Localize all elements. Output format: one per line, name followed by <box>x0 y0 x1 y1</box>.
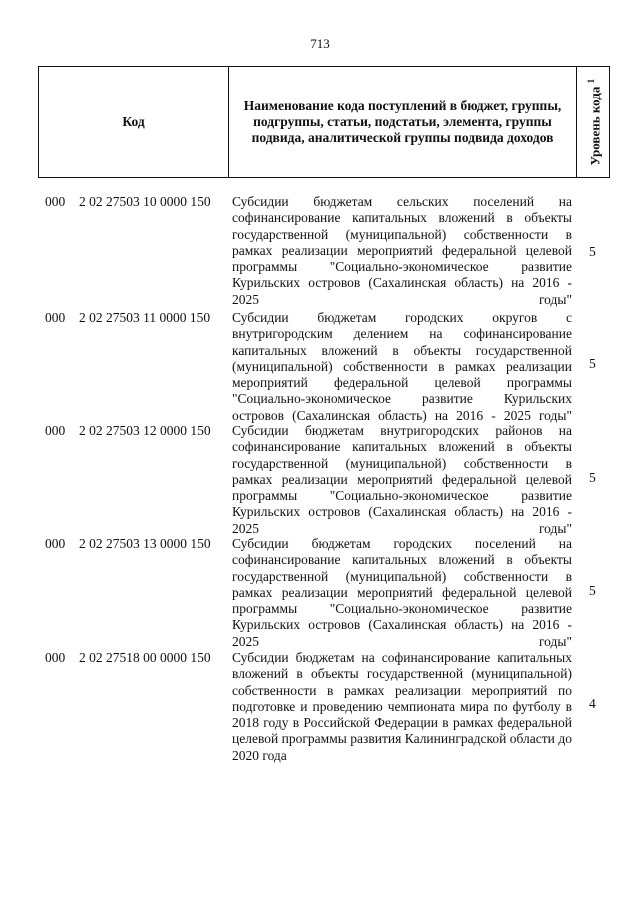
header-level <box>577 67 609 177</box>
row-description: Субсидии бюджетам городских поселений на софинансирование капитальных вложений в объекты государственной (муниципальной) собственности в рамках реализации мероприятий федеральной целевой программы "Социально-экономическое развитие Курильских островов (Сахалинская область) на 2016 - 2025 годы" <box>232 536 572 649</box>
row-description: Субсидии бюджетам городских округов с внутригородским делением на софинансирование капитальных вложений в объекты государственной (муниципальной) собственности в рамках реализации мероприятий федеральной целевой программы "Социально-экономическое развитие Курильских островов (Сахалинская область) на 2016 - 2025 годы" <box>232 310 572 423</box>
row-budget-code: 2 02 27503 10 0000 150 <box>79 194 211 209</box>
row-level: 4 <box>589 696 596 711</box>
row-description: Субсидии бюджетам на софинансирование капитальных вложений в объекты государственной (муниципальной) собственности в рамках реализации мероприятий по подготовке и проведению чемпионата мира по футболу в 2018 году в Российской Федерации в рамках федеральной целевой программы развития Калининградской области до 2020 года <box>232 650 572 763</box>
row-budget-code: 2 02 27518 00 0000 150 <box>79 650 211 665</box>
row-admin-code: 000 <box>45 310 66 325</box>
row-admin-code: 000 <box>45 536 66 551</box>
header-name: Наименование кода поступлений в бюджет, группы, подгруппы, статьи, подстатьи, элемента, группы подвида, аналитической группы подвида доходов <box>229 67 577 177</box>
page-number: 713 <box>310 36 330 51</box>
header-level-label <box>583 79 603 166</box>
row-budget-code: 2 02 27503 11 0000 150 <box>79 310 211 325</box>
row-admin-code: 000 <box>45 423 66 438</box>
header-level-footnote: 1 <box>585 78 596 84</box>
row-description: Субсидии бюджетам внутригородских районов на софинансирование капитальных вложений в объекты государственной (муниципальной) собственности в рамках реализации мероприятий федеральной целевой программы "Социально-экономическое развитие Курильских островов (Сахалинская область) на 2016 - 2025 годы" <box>232 423 572 536</box>
row-admin-code: 000 <box>45 194 66 209</box>
row-level: 5 <box>589 356 596 371</box>
header-level-text: Уровень кода <box>587 86 603 166</box>
row-budget-code: 2 02 27503 12 0000 150 <box>79 423 211 438</box>
table-header <box>38 66 610 178</box>
row-admin-code: 000 <box>45 650 66 665</box>
row-budget-code: 2 02 27503 13 0000 150 <box>79 536 211 551</box>
header-code: Код <box>39 67 229 177</box>
row-level: 5 <box>589 583 596 598</box>
row-description: Субсидии бюджетам сельских поселений на софинансирование капитальных вложений в объекты государственной (муниципальной) собственности в рамках реализации мероприятий федеральной целевой программы "Социально-экономическое развитие Курильских островов (Сахалинская область) на 2016 - 2025 годы" <box>232 194 572 307</box>
row-level: 5 <box>589 244 596 259</box>
row-level: 5 <box>589 470 596 485</box>
